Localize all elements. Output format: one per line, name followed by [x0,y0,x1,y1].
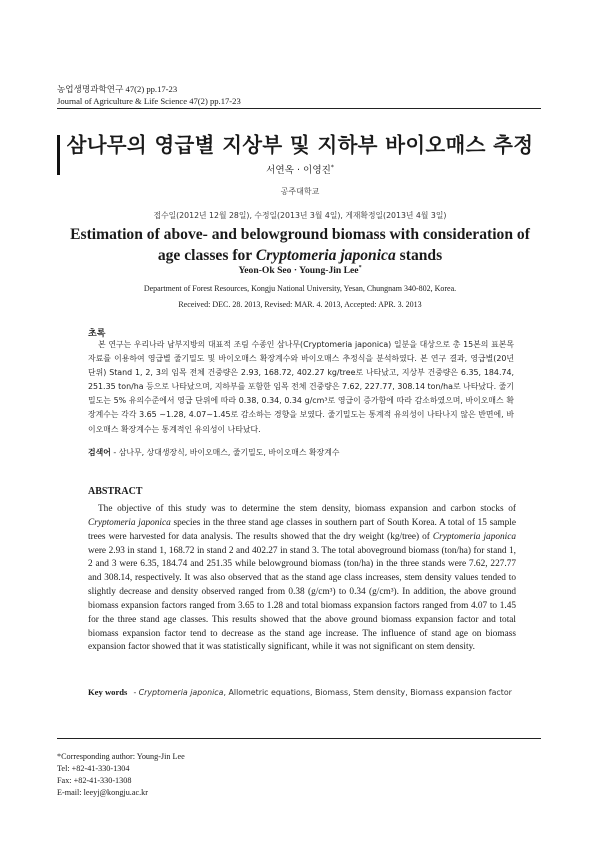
korean-keywords-list: - 삼나무, 상대생장식, 바이오매스, 줄기밀도, 바이오매스 확장계수 [113,448,340,457]
header-rule [57,108,541,109]
dates-english: Received: DEC. 28. 2013, Revised: MAR. 4. 2013, Accepted: APR. 3. 2013 [178,300,422,309]
english-keywords-species: Cryptomeria japonica [138,688,224,697]
abstract-species-2: Cryptomeria japonica [432,531,516,542]
english-keywords-list [139,688,512,697]
english-keywords [88,686,518,699]
journal-citation-en: Journal of Agriculture & Life Science 47(2) pp.17-23 [57,96,241,106]
journal-citation-ko: 농업생명과학연구 47(2) pp.17-23 [57,84,178,94]
abstract-part1: The objective of this study was to determine the stem density, biomass expansion and carbon stocks of [98,504,516,514]
affiliation-english: Department of Forest Resources, Kongju National University, Yesan, Chungnam 340-802, Korea. [143,284,457,293]
abstract-species-1: Cryptomeria japonica [88,517,171,528]
footnote-rule [57,738,541,739]
title-en-species: Cryptomeria japonica [255,247,396,264]
abstract-text [88,503,516,655]
title-en-part2: stands [395,247,443,264]
authors-korean-names: 서연옥 · 이영진 [266,165,331,176]
authors-english [0,265,600,276]
corresponding-mark-en: * [358,265,362,271]
korean-keywords [88,447,518,458]
abstract-part3: were 2.93 in stand 1, 168.72 in stand 2 and 402.27 in stand 3. The total aboveground biomass (ton/ha) for stand 1, 2 and 3 were 6.35, 184.74 and 251.35 while belowground biomass (ton/ha) in the three stands were 7.62, 227.77 and 308.14, respectively. It was also observed that as the stand age class increases, stem density values tended to slightly decrease and density observed ranged from 0.38 (g/cm³) to 0.34 (g/cm³). In addition, the above ground biomass expansion factors ranged from 3.65 to 1.28 and total biomass expansion factors ranged from 4.07 to 1.45 for the three stand age classes. This results showed that the above ground biomass expansion factor and total biomass expansion factor tend to decrease as the stand age increase. The influence of stand age on biomass expansion factor showed that it was statistically significant, while it was not significant on stem density. [88,545,516,653]
korean-keywords-label: 검색어 [88,448,111,457]
corresponding-mark: * [330,163,334,171]
abstract-heading: ABSTRACT [88,486,143,497]
english-keywords-dash: - [133,688,137,697]
english-keywords-rest: , Allometric equations, Biomass, Stem density, Biomass expansion factor [223,688,512,697]
title-en-part1: Estimation of above- and belowground biomass with consideration of age classes for [70,226,530,264]
footnote-tel: Tel: +82-41-330-1304 [57,764,130,773]
authors-korean [0,162,600,176]
korean-abstract-text: 본 연구는 우리나라 남부지방의 대표적 조림 수종인 삼나무(Cryptomeria japonica) 일분을 대상으로 총 15본의 표본목 자료를 이용하여 영급별 줄기밀도 및 바이오매스 확장계수와 바이오매스 추정식을 분석하였다. 본 연구 결과, 영급별(20년 단위) Stand 1, 2, 3의 임목 전체 건중량은 2.93, 168.72, 402.27 kg/tree로 나타났고, 지상부 건중량은 6.35, 184.74, 251.35 ton/ha 등으로 나타났으며, 지하부를 포함한 임목 전체 건중량은 7.62, 227.77, 308.14 ton/ha로 나타났다. 줄기밀도는 5% 유의수준에서 영급 단위에 따라 0.38, 0.34, 0.34 g/cm³로 영급이 증가함에 따라 감소하였으며, 바이오매스 확장계수는 각각 3.65 ~1.28, 4.07~1.45로 감소하는 경향을 보였다. 줄기밀도는 통계적 유의성이 나타나지 않은 반면에, 바이오매스 확장계수는 통계적인 유의성이 나타났다. [88,340,514,434]
paper-title-korean: 삼나무의 영급별 지상부 및 지하부 바이오매스 추정 [66,133,534,157]
abstract-part2: species in the three stand age classes in southern part of South Korea. A total of 15 sample trees were harvested for data analysis. The results showed that the dry weight (kg/tree) of [88,517,516,542]
dates-korean: 접수일(2012년 12월 28일), 수정일(2013년 3월 4일), 게재확정일(2013년 4월 3일) [153,211,447,220]
affiliation-korean: 공주대학교 [280,187,320,196]
korean-abstract-heading: 초록 [88,329,106,339]
footnote-email: E-mail: leeyj@kongju.ac.kr [57,788,148,797]
footnote-corresponding: *Corresponding author: Young-Jin Lee [57,752,185,761]
paper-title-english [60,224,540,266]
english-keywords-label: Key words [88,687,128,697]
footnote-fax: Fax: +82-41-330-1308 [57,776,132,785]
authors-english-names: Yeon-Ok Seo · Young-Jin Lee [238,265,359,277]
